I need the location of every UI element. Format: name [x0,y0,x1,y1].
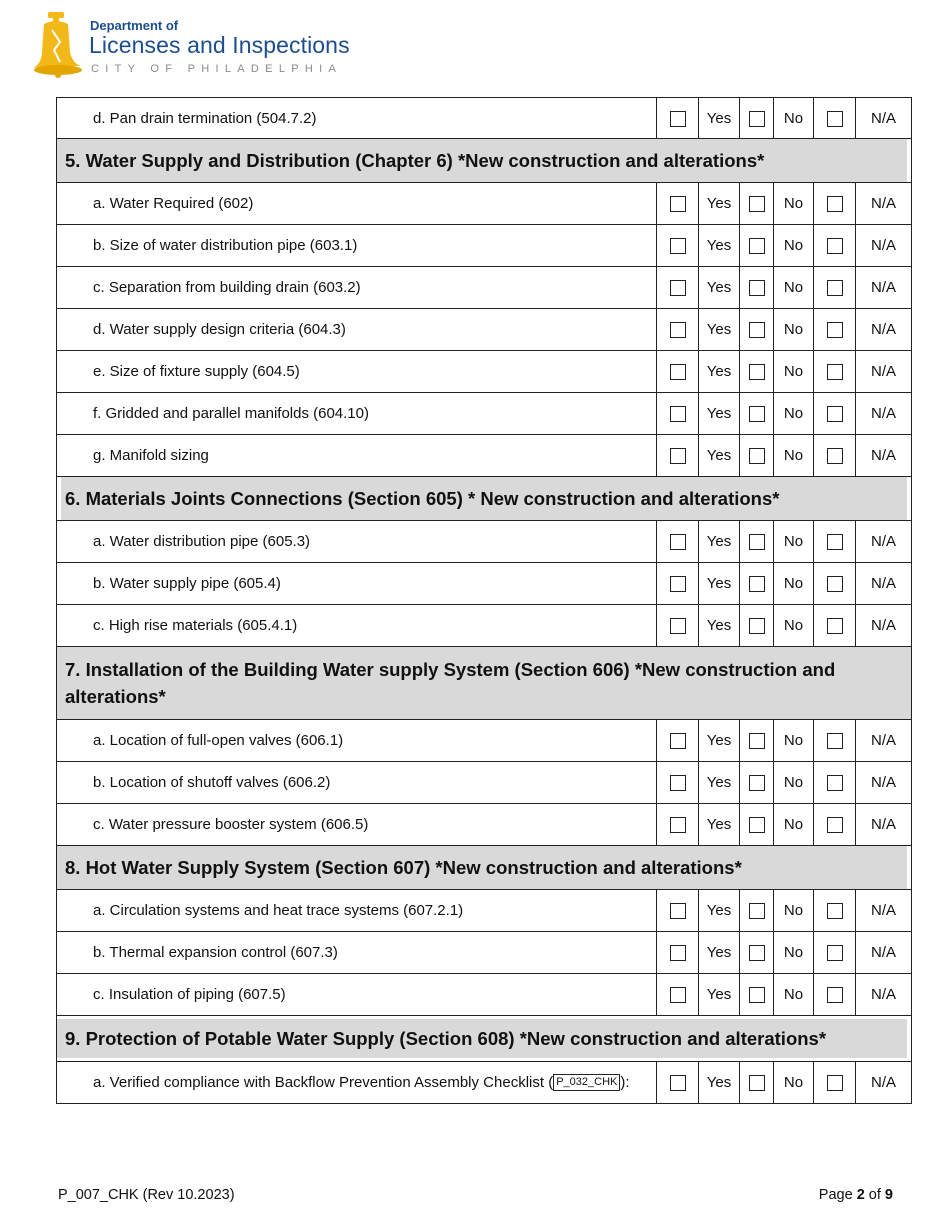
item-label: b. Location of shutoff valves (606.2) [57,762,657,804]
na-label: N/A [856,267,912,309]
yes-checkbox[interactable] [670,322,686,338]
no-checkbox[interactable] [749,775,765,791]
na-checkbox[interactable] [827,322,843,338]
na-checkbox[interactable] [827,945,843,961]
city-line: CITY OF PHILADELPHIA [91,63,343,75]
item-row-8b [57,932,912,974]
checklist-table [56,97,912,1104]
yes-label: Yes [699,720,740,762]
na-checkbox[interactable] [827,987,843,1003]
item-label: b. Size of water distribution pipe (603.1) [57,225,657,267]
na-label: N/A [856,890,912,932]
no-checkbox[interactable] [749,733,765,749]
dept-line: Department of [90,18,179,33]
no-checkbox[interactable] [749,1075,765,1091]
yes-checkbox[interactable] [670,448,686,464]
item-label: b. Thermal expansion control (607.3) [57,932,657,974]
page-of: of [864,1187,885,1203]
yes-checkbox[interactable] [670,817,686,833]
yes-label: Yes [699,563,740,605]
item-row-7c [57,804,912,846]
yes-label: Yes [699,309,740,351]
no-label: No [774,351,814,393]
item-label: f. Gridded and parallel manifolds (604.10) [57,393,657,435]
na-checkbox[interactable] [827,576,843,592]
current-page: 2 [856,1187,865,1203]
yes-label: Yes [699,932,740,974]
item-label: a. Location of full-open valves (606.1) [57,720,657,762]
na-label: N/A [856,605,912,647]
no-label: No [774,225,814,267]
na-checkbox[interactable] [827,280,843,296]
na-label: N/A [856,932,912,974]
no-checkbox[interactable] [749,945,765,961]
na-checkbox[interactable] [827,1075,843,1091]
na-checkbox[interactable] [827,817,843,833]
section-header-6 [57,477,912,521]
item-label: g. Manifold sizing [57,435,657,477]
na-label: N/A [856,435,912,477]
item-row-8a [57,890,912,932]
no-checkbox[interactable] [749,576,765,592]
no-label: No [774,974,814,1016]
yes-label: Yes [699,1062,740,1104]
yes-checkbox[interactable] [670,534,686,550]
item-label: c. High rise materials (605.4.1) [57,605,657,647]
no-label: No [774,762,814,804]
yes-label: Yes [699,974,740,1016]
item-row-5d [57,309,912,351]
item-label: a. Circulation systems and heat trace systems (607.2.1) [57,890,657,932]
no-checkbox[interactable] [749,111,765,127]
yes-label: Yes [699,521,740,563]
item-label: d. Pan drain termination (504.7.2) [57,98,657,139]
no-label: No [774,521,814,563]
total-pages: 9 [884,1187,893,1203]
na-label: N/A [856,804,912,846]
na-checkbox[interactable] [827,448,843,464]
no-label: No [774,183,814,225]
no-label: No [774,720,814,762]
yes-checkbox[interactable] [670,238,686,254]
item-row-8c [57,974,912,1016]
na-checkbox[interactable] [827,238,843,254]
yes-label: Yes [699,890,740,932]
item-row-9a [57,1062,912,1104]
yes-label: Yes [699,605,740,647]
na-label: N/A [856,225,912,267]
item-row-7a [57,720,912,762]
no-label: No [774,309,814,351]
na-label: N/A [856,309,912,351]
checklist-reference: P_032_CHK [553,1074,620,1091]
yes-checkbox[interactable] [670,280,686,296]
page-header [30,10,390,80]
agency-name: Licenses and Inspections [89,32,350,58]
yes-label: Yes [699,267,740,309]
item-label: a. Water Required (602) [57,183,657,225]
no-checkbox[interactable] [749,534,765,550]
section-header-9 [57,1016,912,1062]
item-text-end: ): [620,1073,630,1091]
section-header-8 [57,846,912,890]
item-label: c. Insulation of piping (607.5) [57,974,657,1016]
yes-checkbox[interactable] [670,945,686,961]
no-checkbox[interactable] [749,448,765,464]
section-title: 8. Hot Water Supply System (Section 607) *New construction and alterations* [57,846,907,889]
form-id: P_007_CHK (Rev 10.2023) [58,1187,235,1203]
yes-label: Yes [699,225,740,267]
no-checkbox[interactable] [749,364,765,380]
na-checkbox[interactable] [827,733,843,749]
yes-checkbox[interactable] [670,196,686,212]
no-label: No [774,393,814,435]
item-label: b. Water supply pipe (605.4) [57,563,657,605]
item-row-5g [57,435,912,477]
yes-label: Yes [699,804,740,846]
item-label: d. Water supply design criteria (604.3) [57,309,657,351]
item-label [57,1062,657,1104]
item-row-6a [57,521,912,563]
yes-checkbox[interactable] [670,733,686,749]
no-checkbox[interactable] [749,987,765,1003]
no-checkbox[interactable] [749,238,765,254]
no-label: No [774,890,814,932]
item-row-5e [57,351,912,393]
no-label: No [774,1062,814,1104]
no-checkbox[interactable] [749,196,765,212]
yes-label: Yes [699,183,740,225]
item-row-6b [57,563,912,605]
no-label: No [774,435,814,477]
item-label: c. Separation from building drain (603.2) [57,267,657,309]
yes-label: Yes [699,98,740,139]
no-label: No [774,605,814,647]
item-label: e. Size of fixture supply (604.5) [57,351,657,393]
item-row-5b [57,225,912,267]
na-label: N/A [856,720,912,762]
item-text: a. Verified compliance with Backflow Prevention Assembly Checklist ( [93,1073,554,1091]
yes-checkbox[interactable] [670,775,686,791]
no-label: No [774,932,814,974]
item-row-6c [57,605,912,647]
na-checkbox[interactable] [827,364,843,380]
na-label: N/A [856,762,912,804]
no-label: No [774,563,814,605]
section-title: 6. Materials Joints Connections (Section 605) * New construction and alterations* [61,477,907,520]
yes-checkbox[interactable] [670,111,686,127]
no-checkbox[interactable] [749,618,765,634]
na-label: N/A [856,351,912,393]
yes-label: Yes [699,351,740,393]
item-row-5c [57,267,912,309]
na-label: N/A [856,974,912,1016]
section-header-5 [57,139,912,183]
no-checkbox[interactable] [749,817,765,833]
item-row-5f [57,393,912,435]
no-checkbox[interactable] [749,903,765,919]
liberty-bell-logo [30,12,86,78]
yes-checkbox[interactable] [670,1075,686,1091]
na-label: N/A [856,393,912,435]
no-label: No [774,804,814,846]
page-number [819,1187,893,1203]
section-title: 5. Water Supply and Distribution (Chapter 6) *New construction and alterations* [57,139,907,182]
item-row-pan-drain [57,98,912,139]
item-label: c. Water pressure booster system (606.5) [57,804,657,846]
no-label: No [774,98,814,139]
no-checkbox[interactable] [749,322,765,338]
na-checkbox[interactable] [827,196,843,212]
no-checkbox[interactable] [749,280,765,296]
item-row-5a [57,183,912,225]
yes-checkbox[interactable] [670,618,686,634]
section-title: 7. Installation of the Building Water supply System (Section 606) *New construction and alterations* [57,647,911,719]
item-row-7b [57,762,912,804]
section-header-7 [57,647,912,720]
yes-label: Yes [699,393,740,435]
yes-checkbox[interactable] [670,903,686,919]
no-checkbox[interactable] [749,406,765,422]
na-label: N/A [856,521,912,563]
item-label: a. Water distribution pipe (605.3) [57,521,657,563]
na-label: N/A [856,563,912,605]
yes-label: Yes [699,762,740,804]
na-checkbox[interactable] [827,775,843,791]
na-checkbox[interactable] [827,903,843,919]
yes-checkbox[interactable] [670,987,686,1003]
na-label: N/A [856,183,912,225]
yes-checkbox[interactable] [670,364,686,380]
page-prefix: Page [818,1187,857,1203]
no-label: No [774,267,814,309]
yes-checkbox[interactable] [670,406,686,422]
na-checkbox[interactable] [827,534,843,550]
yes-checkbox[interactable] [670,576,686,592]
na-checkbox[interactable] [827,618,843,634]
section-title: 9. Protection of Potable Water Supply (Section 608) *New construction and alterations* [57,1019,907,1058]
na-checkbox[interactable] [827,111,843,127]
na-checkbox[interactable] [827,406,843,422]
yes-label: Yes [699,435,740,477]
na-label: N/A [856,1062,912,1104]
na-label: N/A [856,98,912,139]
